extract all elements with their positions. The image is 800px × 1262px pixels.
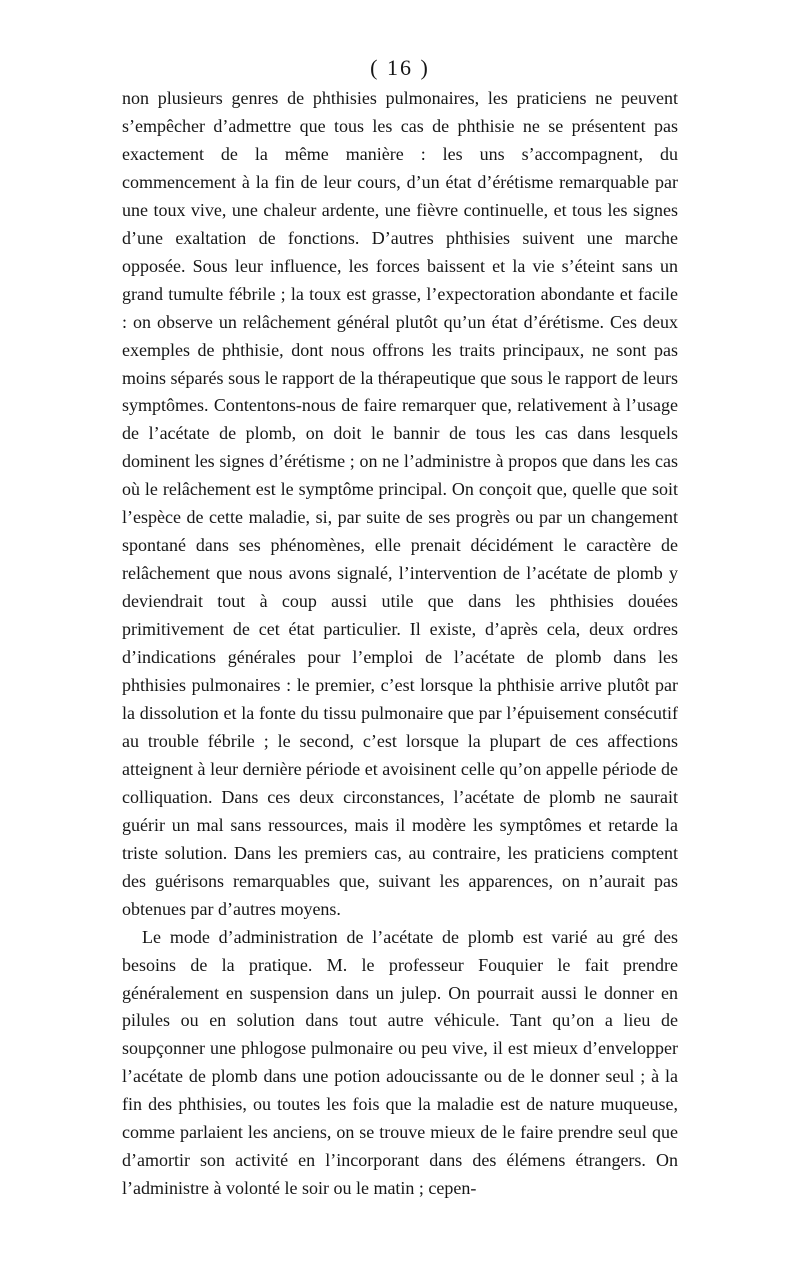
page-number: ( 16 ) (370, 55, 430, 80)
paragraph-administration: Le mode d’administration de l’acétate de plomb est varié au gré des besoins de la pratique. M. le professeur Fouquier le fait prendre généralement en suspension dans un julep. On pourrait aussi le donner en pilules ou en solution dans tout autre véhicule. Tant qu’on a lieu de soupçonner une phlogose pulmonaire ou peu vive, il est mieux d’envelopper l’acétate de plomb dans une potion adoucissante ou de le donner seul ; à la fin des phthisies, ou toutes les fois que la maladie est de nature muqueuse, comme parlaient les anciens, on se trouve mieux de le faire prendre seul que d’amortir son activité en l’incorporant dans des élémens étrangers. On l’administre à volonté le soir ou le matin ; cepen- (122, 926, 678, 1199)
paragraph-continuation: non plusieurs genres de phthisies pulmonaires, les praticiens ne peuvent s’empêcher d’admettre que tous les cas de phthisie ne se présentent pas exactement de la même manière : les uns s’accompagnent, du commencement à la fin de leur cours, d’un état d’érétisme remarquable par une toux vive, une chaleur ardente, une fièvre continuelle, et tous les signes d’une exaltation de fonctions. D’autres phthisies suivent une marche opposée. Sous leur influence, les forces baissent et la vie s’éteint sans un grand tumulte fébrile ; la toux est grasse, l’expectoration abondante et facile : on observe un relâchement général plutôt qu’un état d’érétisme. Ces deux exemples de phthisie, dont nous offrons les traits principaux, ne sont pas moins séparés sous le rapport de la thérapeutique que sous le rapport de leurs symptômes. Contentons-nous de faire remarquer que, relativement à l’usage de l’acétate de plomb, on doit le bannir de tous les cas dans lesquels dominent les signes d’érétisme ; on ne l’administre à propos que dans les cas où le relâchement est le symptôme principal. On conçoit que, quelle que soit l’espèce de cette maladie, si, par suite de ses progrès ou par un changement spontané dans ses phénomènes, elle prenait décidément le caractère de relâchement que nous avons signalé, l’intervention de l’acétate de plomb y deviendrait tout à coup aussi utile que dans les phthisies douées primitivement de cet état particulier. Il existe, d’après cela, deux ordres d’indications générales pour l’emploi de l’acétate de plomb dans les phthisies pulmonaires : le premier, c’est lorsque la phthisie arrive plutôt par la dissolution et la fonte du tissu pulmonaire que par l’épuisement consécutif au trouble fébrile ; le second, c’est lorsque la plupart de ces affections atteignent à leur dernière période et avoisinent celle qu’on appelle période de colliquation. Dans ces deux circonstances, l’acétate de plomb ne saurait guérir un mal sans ressources, mais il modère les symptômes et retarde la triste solution. Dans les premiers cas, au contraire, les praticiens comptent des guérisons remarquables que, suivant les apparences, on n’aurait pas obtenues par d’autres moyens. (122, 88, 678, 919)
body-text (122, 85, 678, 1203)
